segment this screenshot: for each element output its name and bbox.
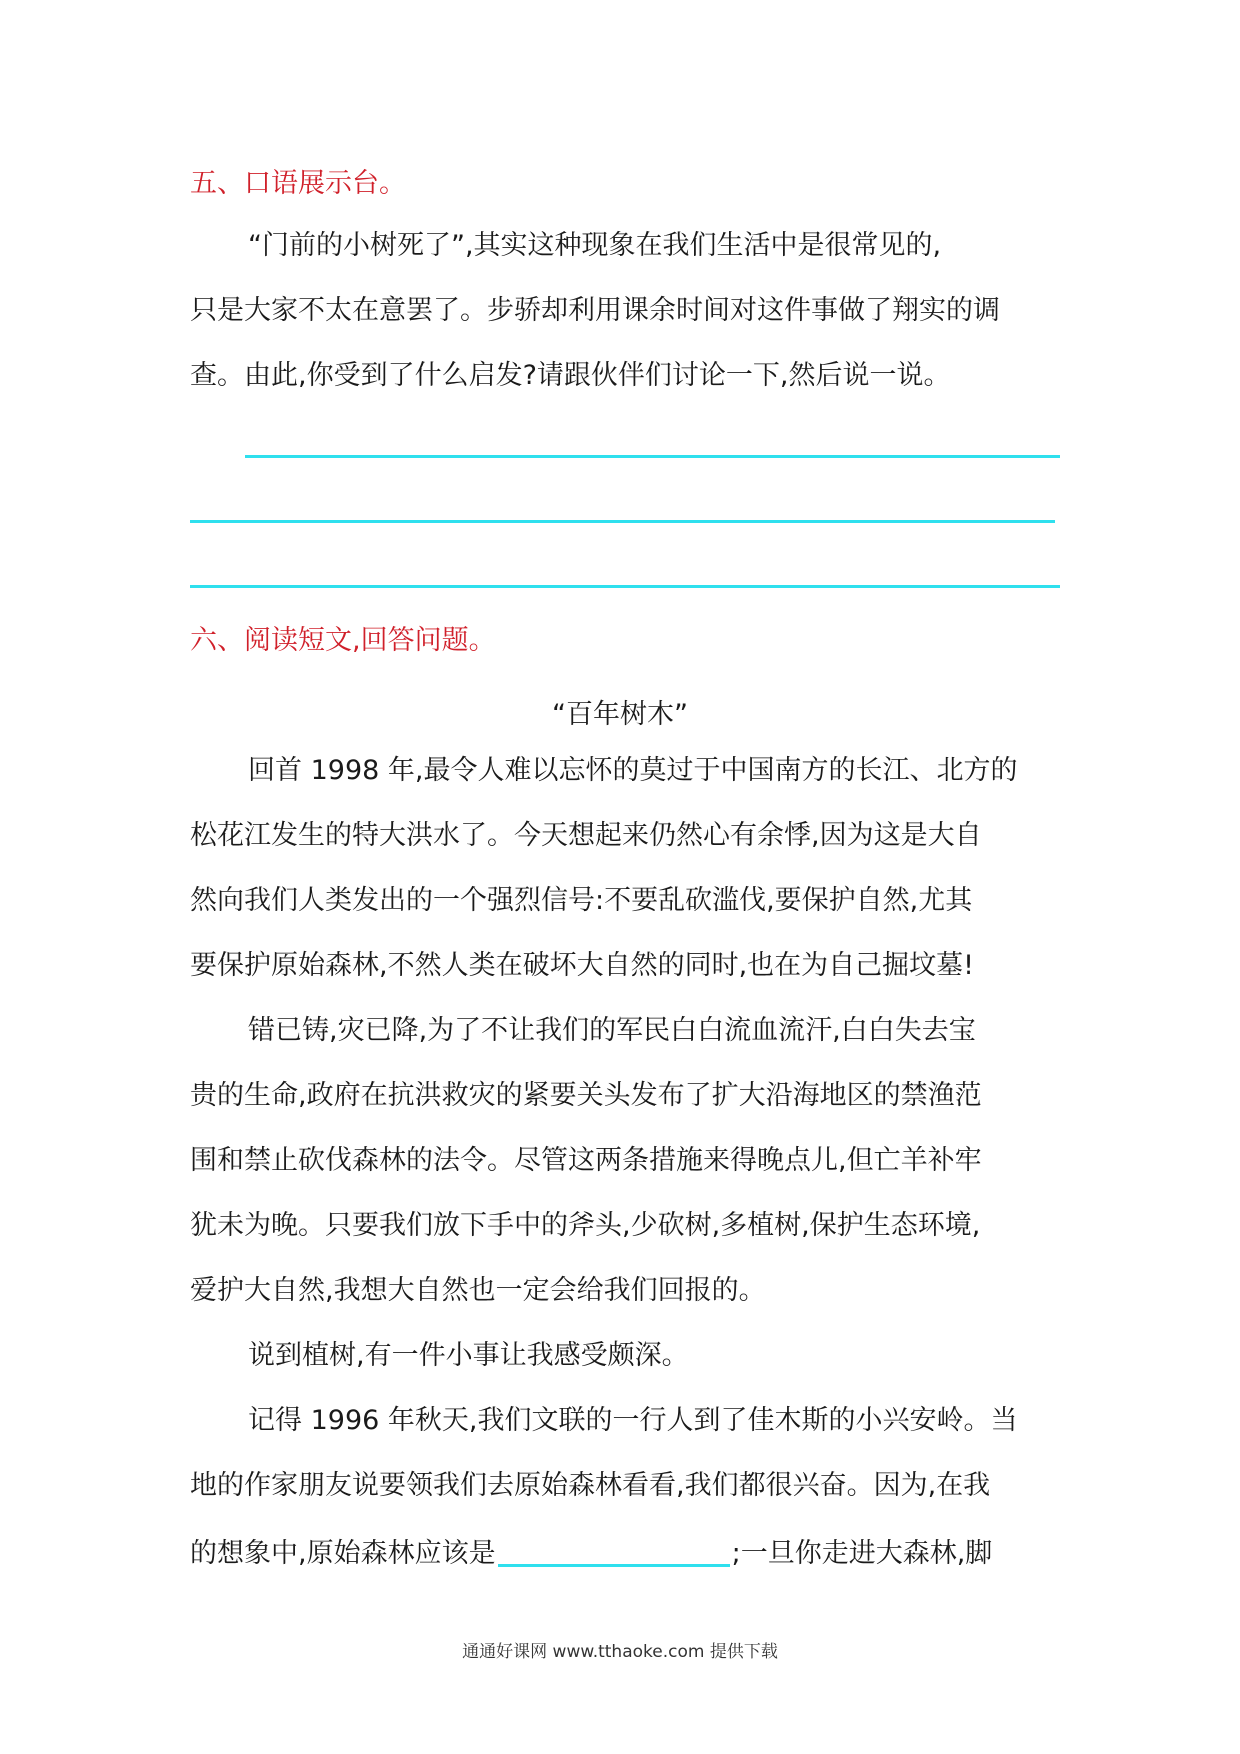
- answer-line-1[interactable]: [245, 455, 1060, 458]
- section5-line-3: 查。由此,你受到了什么启发?请跟伙伴们讨论一下,然后说一说。: [190, 360, 951, 391]
- para-line-12: 地的作家朋友说要领我们去原始森林看看,我们都很兴奋。因为,在我: [190, 1470, 991, 1501]
- article-title: “百年树木”: [552, 699, 688, 730]
- para-line-5: 错已铸,灾已降,为了不让我们的军民白白流血流汗,白白失去宝: [248, 1015, 976, 1046]
- para-line-2: 松花江发生的特大洪水了。今天想起来仍然心有余悸,因为这是大自: [190, 820, 982, 851]
- section6-heading: 六、阅读短文,回答问题。: [190, 625, 496, 656]
- para-line-6: 贵的生命,政府在抗洪救灾的紧要关头发布了扩大沿海地区的禁渔范: [190, 1080, 982, 1111]
- section5-line-2: 只是大家不太在意罢了。步骄却利用课余时间对这件事做了翔实的调: [190, 295, 1000, 326]
- para-line-3: 然向我们人类发出的一个强烈信号:不要乱砍滥伐,要保护自然,尤其: [190, 885, 973, 916]
- para-line-8: 犹未为晚。只要我们放下手中的斧头,少砍树,多植树,保护生态环境,: [190, 1210, 981, 1241]
- para-line-1: 回首 1998 年,最令人难以忘怀的莫过于中国南方的长江、北方的: [248, 755, 1018, 786]
- para-line-4: 要保护原始森林,不然人类在破坏大自然的同时,也在为自己掘坟墓!: [190, 950, 974, 981]
- para-line-7: 围和禁止砍伐森林的法令。尽管这两条措施来得晚点儿,但亡羊补牢: [190, 1145, 982, 1176]
- section5-line-1: “门前的小树死了”,其实这种现象在我们生活中是很常见的,: [248, 230, 942, 261]
- para-line-13-after: ;一旦你走进大森林,脚: [731, 1538, 993, 1569]
- para-line-9: 爱护大自然,我想大自然也一定会给我们回报的。: [190, 1275, 766, 1306]
- fill-in-blank[interactable]: [498, 1537, 730, 1567]
- page-footer: 通通好课网 www.tthaoke.com 提供下载: [462, 1642, 778, 1662]
- answer-line-2[interactable]: [190, 520, 1055, 523]
- para-line-13-before: 的想象中,原始森林应该是: [190, 1538, 496, 1569]
- para-line-10: 说到植树,有一件小事让我感受颇深。: [248, 1340, 689, 1371]
- section5-heading: 五、口语展示台。: [190, 168, 406, 199]
- para-line-11: 记得 1996 年秋天,我们文联的一行人到了佳木斯的小兴安岭。当: [248, 1405, 1018, 1436]
- para-line-13: [190, 1537, 992, 1567]
- answer-line-3[interactable]: [190, 585, 1060, 588]
